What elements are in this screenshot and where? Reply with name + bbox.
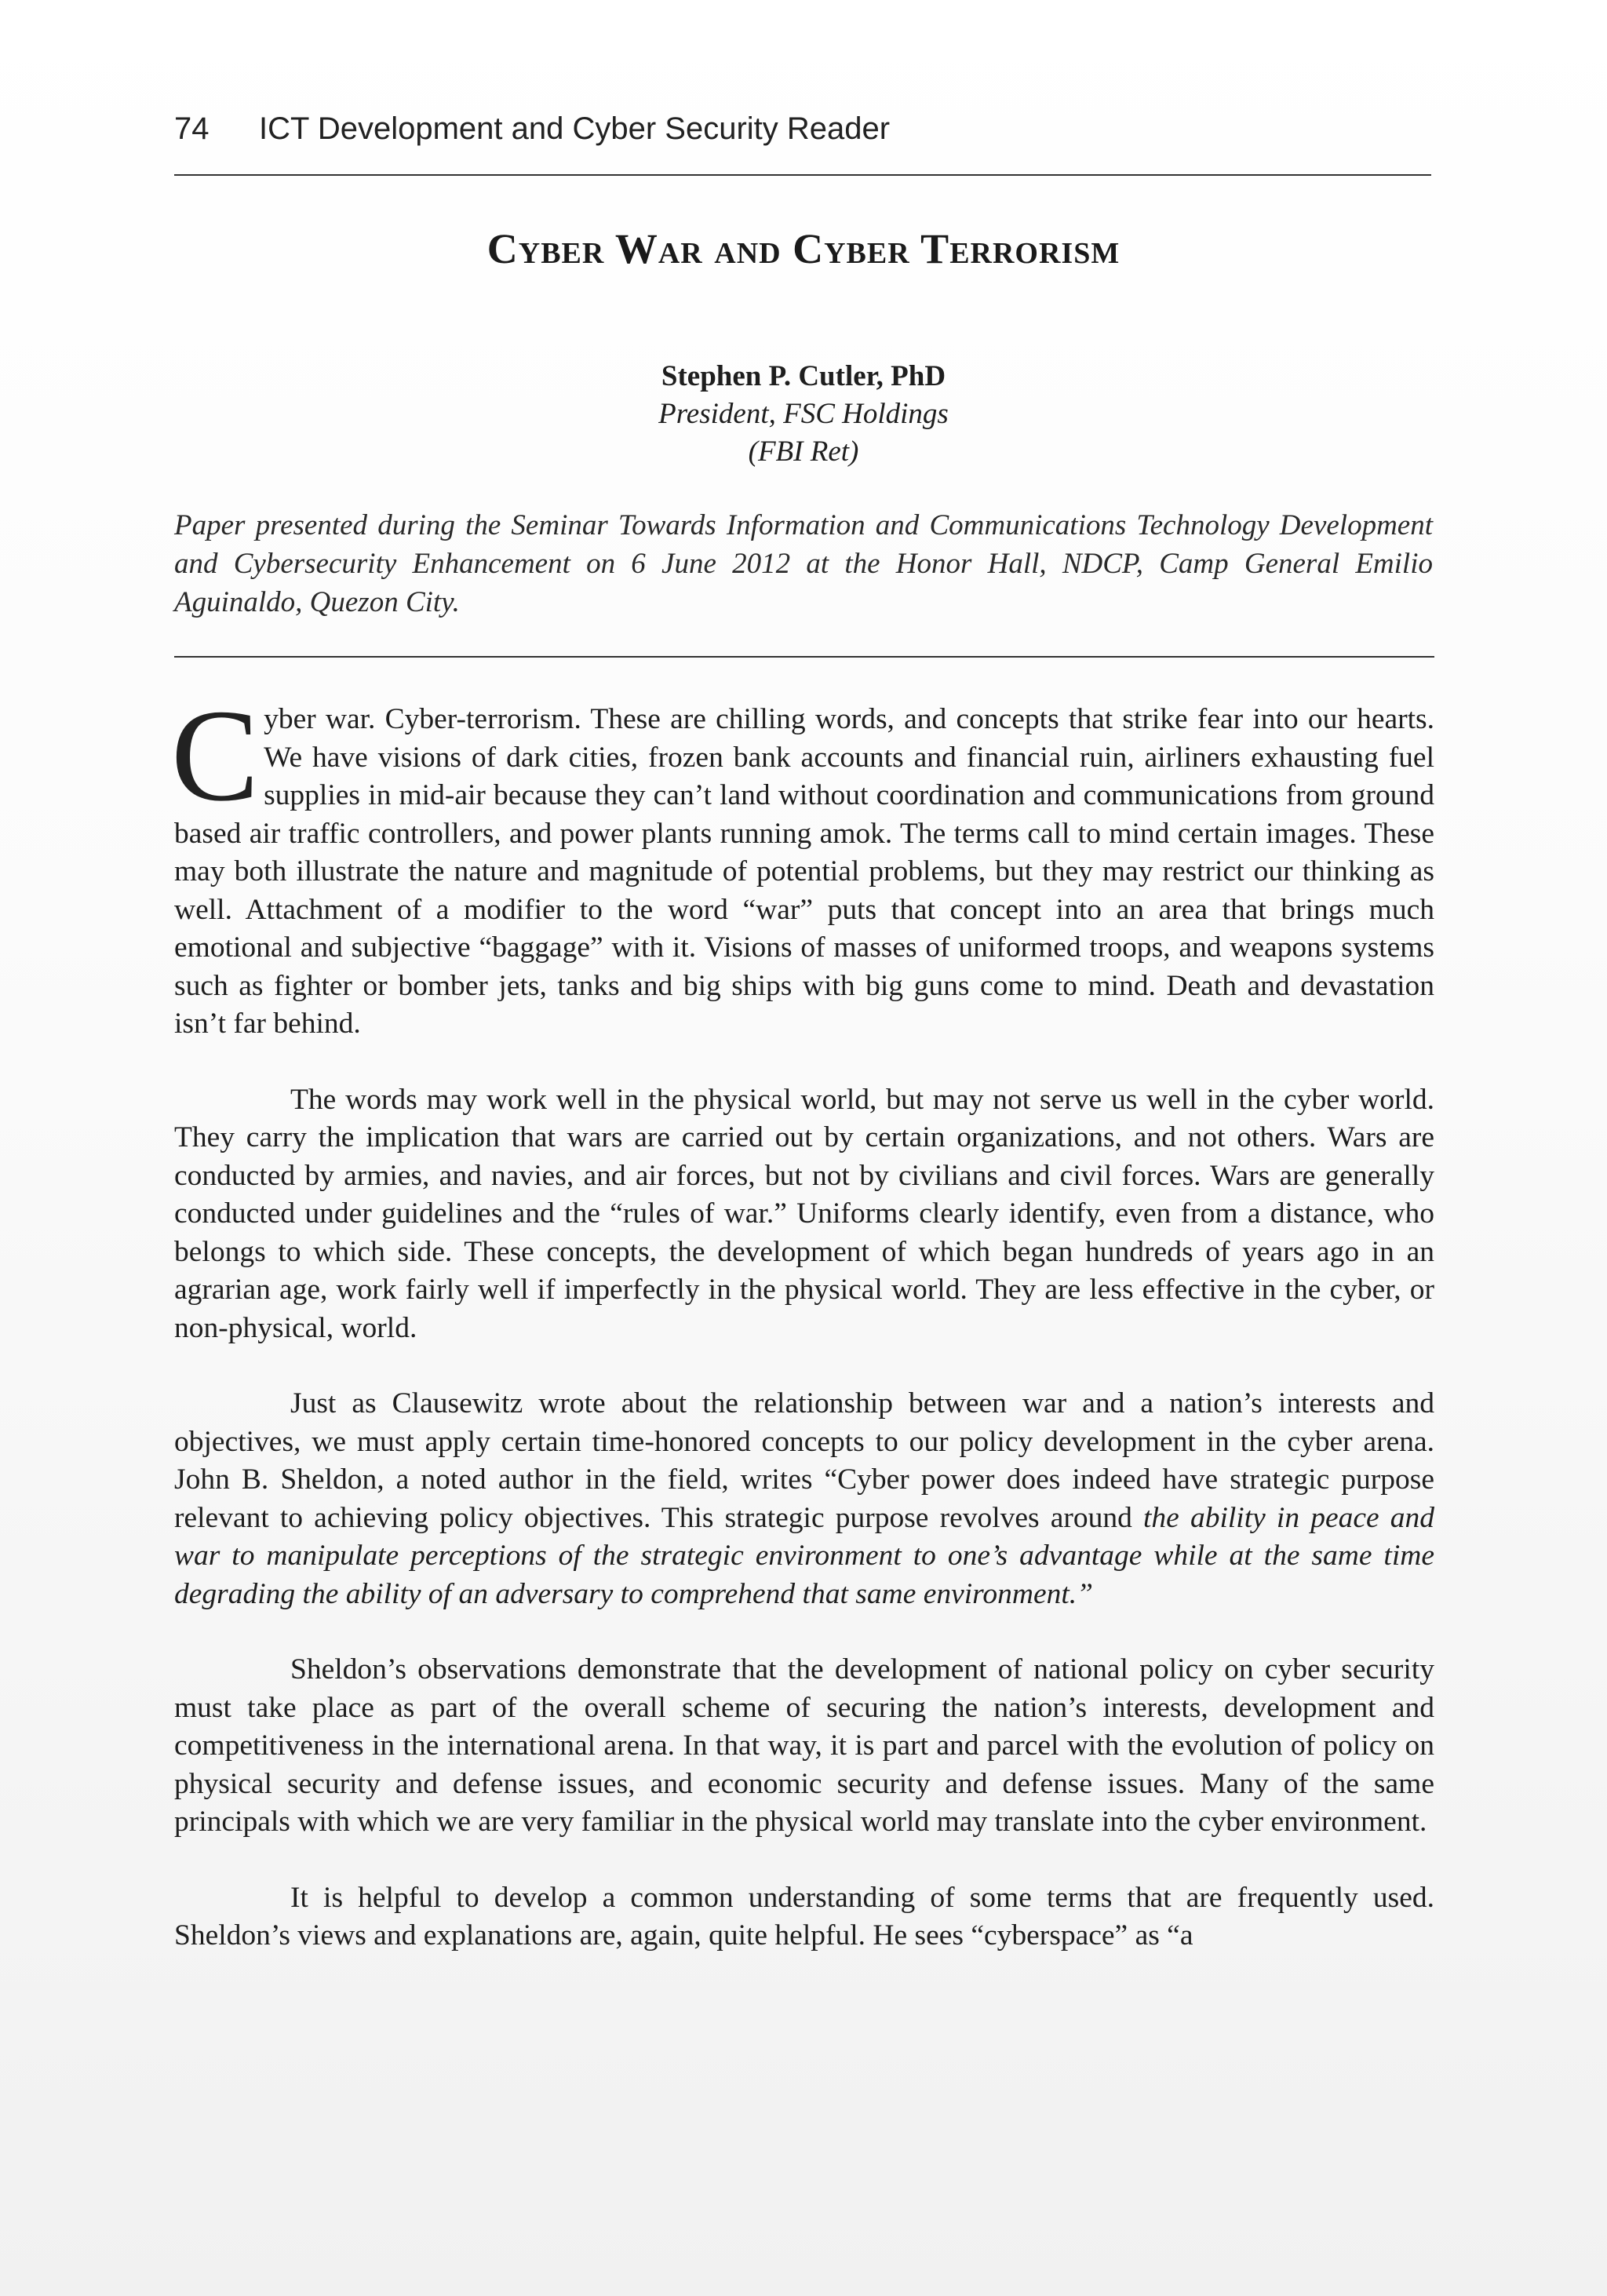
article-title: Cyber War and Cyber Terrorism [486, 225, 1121, 272]
running-header [174, 111, 890, 147]
author-block [0, 358, 1607, 471]
paragraph-4: Sheldon’s observations demonstrate that the development of national policy on cyber security must take place as part of the overall scheme of securing the nation’s interests, development and competitiveness in the international arena. In that way, it is part and parcel with the evolution of policy on physical security and defense issues, and economic security and defense issues. Many of the same principals with which we are very familiar in the physical world may translate into the cyber environment. [174, 1653, 1434, 1838]
header-rule [174, 174, 1431, 176]
article-body [171, 683, 1435, 1993]
running-title: ICT Development and Cyber Security Reader [259, 111, 891, 146]
author-affiliation-note: (FBI Ret) [748, 436, 859, 468]
page-number: 74 [174, 111, 210, 146]
paragraph-5: It is helpful to develop a common understanding of some terms that are frequently used. Sheldon’s views and explanations are, again, quite helpful. He sees “cyberspace” as “a [174, 1881, 1434, 1952]
section-rule [174, 656, 1434, 658]
paragraph-1-text: yber war. Cyber-terrorism. These are chilling words, and concepts that strike fear into our hearts. We have visions of dark cities, frozen bank accounts and financial ruin, airliners exhausting fuel supplies in mid-air because they can’t land without coordination and communications from ground based air traffic controllers, and power plants running amok. The terms call to mind certain images. These may both illustrate the nature and magnitude of potential problems, but they may restrict our thinking as well. Attachment of a modifier to the word “war” puts that concept into an area that brings much emotional and subjective “baggage” with it. Visions of masses of uniformed troops, and weapons systems such as fighter or bomber jets, tanks and big ships with big guns come to mind. Death and devastation isn’t far behind. [174, 703, 1434, 1040]
drop-cap: C [171, 683, 260, 829]
presentation-note: Paper presented during the Seminar Towards Information and Communications Technology Development and Cybersecurity Enhancement on 6 June 2012 at the Honor Hall, NDCP, Camp General Emilio Aguinaldo, Quezon City. [174, 509, 1433, 618]
paragraph-3 [174, 1385, 1434, 1613]
paragraph-3-quote: the ability in peace and war to manipulate perceptions of the strategic environment to one’s advantage while at the same time degrading the ability of an adversary to comprehend that same environment.” [174, 1501, 1435, 1610]
author-name: Stephen P. Cutler, PhD [661, 360, 946, 392]
paragraph-3-text: Just as Clausewitz wrote about the relationship between war and a nation’s interests and objectives, we must apply certain time-honored concepts to our policy development in the cyber arena. John B. Sheldon, a noted author in the field, writes “Cyber power does indeed have strategic purpose relevant to achieving policy objectives. This strategic purpose revolves around [174, 1387, 1434, 1534]
paragraph-1 [171, 683, 1434, 1044]
author-affiliation: President, FSC Holdings [658, 398, 949, 430]
paragraph-2: The words may work well in the physical world, but may not serve us well in the cyber world. They carry the implication that wars are carried out by certain organizations, and not others. Wars are conducted by armies, and navies, and air forces, but not by civilians and civil forces. Wars are generally conducted under guidelines and the “rules of war.” Uniforms clearly identify, even from a distance, who belongs to which side. These concepts, the development of which began hundreds of years ago in an agrarian age, work fairly well if imperfectly in the physical world. They are less effective in the cyber, or non-physical, world. [174, 1083, 1434, 1344]
